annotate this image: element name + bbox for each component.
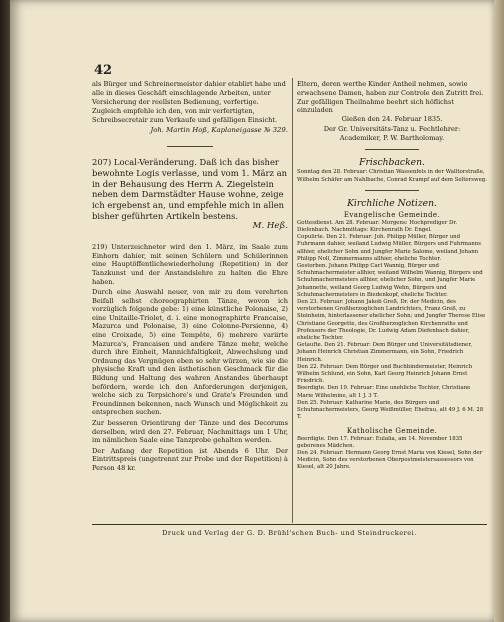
notice-schreiner-text: als Bürger und Schreinermeister dahier etablirt habe und alle in dieses Geschäft einschlagende Arbeiten, unter Versicherung der reellsten Bedienung, verfertige. Zugleich empfehle ich den, von mir verfertigten, Schreibsecretair zum Verkaufe und gefälligen Einsicht. (92, 80, 286, 124)
notice-schreiner-signature: Joh. Martin Hoß, Kaplaneigasse № 329. (150, 125, 288, 134)
printer-colophon: Druck und Verlag der G. D. Brühl'schen Buch- und Steindruckerei. (162, 529, 417, 537)
page-edge (494, 0, 504, 622)
footer-rule (92, 524, 487, 525)
kirchliche-notizen-heading: Kirchliche Notizen. (347, 197, 437, 209)
frischbacken-heading: Frischbacken. (359, 157, 425, 169)
dance-signature-name: Academiker, P. W. Bartholomay. (339, 134, 445, 142)
church-entry: Getaufte. Den 21. Februar: Dem Bürger und Universitätsdiener, Johann Heinrich Christian Zimmermann, ein Sohn, Friedrich Heinrich. (297, 342, 473, 363)
column-divider (292, 78, 293, 523)
notice-local-change-text: 207) Local-Veränderung. Daß ich das bisher bewohnte Logis verlasse, und vom 1. März an in der Behausung des Herrn A. Ziegelstein neben dem Darmstädter Hause wohne, zeige ich ergebenst an, und empfehle mich in allen bisher geführten Artikeln bestens. (92, 157, 288, 221)
left-column (92, 80, 288, 473)
dance-signature-title: Der Gr. Universitäts-Tanz u. Fechtlehrer: (323, 124, 461, 133)
dance-intro-text: Eltern, deren werthe Kinder Antheil nehmen, sowie erwachsene Damen, haben zur Controle den Zutritt frei. (297, 80, 484, 97)
book-spine-shadow (0, 0, 10, 622)
katholische-gemeinde-heading: Katholische Gemeinde. (346, 426, 438, 435)
church-entry: Gottesdienst. Am 28. Februar: Morgens: Hochprediger Dr. Diefenbach. Nachmittags: Kirchenrath Dr. Engel. (297, 219, 458, 234)
dance-invitation-text: Zur gefälligen Theilnahme beehrt sich höflichst einzuladen (297, 97, 454, 115)
dance-date: Gießen den 24. Februar 1835. (341, 115, 443, 124)
evangelische-gemeinde-heading: Evangelische Gemeinde. (343, 210, 441, 219)
church-entry: Den 23. Februar: Johann Jakob Greß, Dr. der Medicin, des verstorbenen Großherzoglichen Landrichters, Franz Greß, zu Steinheim, hinterlassener ehelicher Sohn; und Jungfer Therese Elise Christiane Georgette, des Großherzoglichen Kirchenraths und Professors der Theologie, Dr. Ludwig Adam Diefenbach dahier, eheliche Tochter. (297, 299, 486, 342)
frischbacken-text: Sonntag den 28. Februar: Christian Wassenfels in der Walltorstraße, Wilhelm Schäfer am Nahlbache, Conrad Krampf auf dem Seltersweg. (297, 169, 487, 183)
church-entry: Beerdigte. Den 17. Februar: Eulalia, am 14. November 1835 geborenes Mädchen. (297, 435, 463, 449)
notice-dance-probe: Zur besseren Orientirung der Tänze und des Decorums derselben, wird den 27. Februar, Nachmittags um 1 Uhr, im nämlichen Saale eine Tanzprobe gehalten werden. (92, 419, 288, 445)
church-entry: Den 22. Februar: Dem Bürger und Buchbindermeister, Heinrich Wilhelm Schlund, ein Sohn, Karl Georg Heinrich Johann Ernst Friedrich. (297, 363, 473, 385)
church-entry: Den 24. Februar: Hermann Georg Ernst Maria von Kiesel, Sohn der Medicin, Sohn des verstorbenen Oberpostmeistersassessors von Kiesel, alt 20 Jahre. (297, 449, 483, 471)
separator-rule (167, 146, 213, 147)
notice-dance-text: 219) Unterzeichneter wird den 1. März, im Saale zum Einhorn dahier, mit seinen Schülern und Schülerinnen eine Hauptöffentlichewiederholung (Repetition) in der Tanzkunst und der Anstandslehre zu halten die Ehre haben. (92, 243, 288, 286)
notice-local-change-signature: M. Heß. (252, 221, 288, 232)
page-number: 42 (94, 63, 113, 78)
notice-dance-price: Der Anfang der Repetition ist Abends 6 Uhr. Der Eintrittspreis (ungetrennt zur Probe und der Repetition) à Person 48 kr. (92, 446, 288, 472)
church-entry: Gestorben. Johann Philipp Carl Wannig, Bürger und Schuhmachermeister allhier, weiland Wilhelm Wannig, Bürgers und Schuhmachermeisters allhier, ehelicher Sohn, und Jungfer Marie Johannette, weiland Georg Ludwig Wehn, Bürgers und Schuhmachermeisters in Biedenkopf, eheliche Tochter. (297, 263, 483, 298)
notice-dance-dances: Durch eine Auswahl neuer, von mir zu dem verehrten Beifall selbst choreographirten Tänze, wovon ich vorzüglich folgende gebe: 1) eine künstliche Polonaise, 2) eine Unitaille-Triolet, d. i. eine monographirte Francaise, Mazurca und Polonaise, 3) eine Colonne-Persienne, 4) eine Croixade, 5) eine Tempête, 6) mehrere variirte Mazurca's, Francaisen und andere Tänze mehr, welche durch ihre Einheit, Mannichfaltigkeit, Abwechslung und Ordnung das Vergnügen eben so sehr würzen, wie sie die physische Kraft und den ästhetischen Geschmack für die Bildung und Haltung des wahren Anstandes überhaupt befördern, werde ich den Anforderungen derjenigen, welche sich zu Terpsichore's und Grate's Freunden und Freundinnen bekennen, nach Wunsch und Möglichkeit zu entsprechen suchen. (92, 288, 288, 417)
church-entry: Den 25. Februar: Katharine Marie, des Bürgers und Schuhmachermeisters, Georg Weißmüller, Ehefrau, alt 49 J. 6 M. 28 T. (297, 399, 484, 421)
book-page (10, 0, 494, 622)
church-entry: Beerdigte. Den 19. Februar: Eine unehliche Tochter, Christiane Marie Wilhelmine, alt 1 J. 3 T. (297, 385, 471, 399)
separator-rule (365, 190, 419, 191)
church-entry: Copulirte. Den 21. Februar: Joh. Philipp Müller, Bürger und Fuhrmann dahier, weiland Ludwig Müller, Bürgers und Fuhrmanns allhier, ehelicher Sohn und Jungfer Marie Salome, weiland Johann Philipp Noll, Zimmermanns allhier, eheliche Tochter. (297, 234, 481, 262)
right-column (297, 80, 487, 472)
separator-rule (365, 149, 419, 150)
